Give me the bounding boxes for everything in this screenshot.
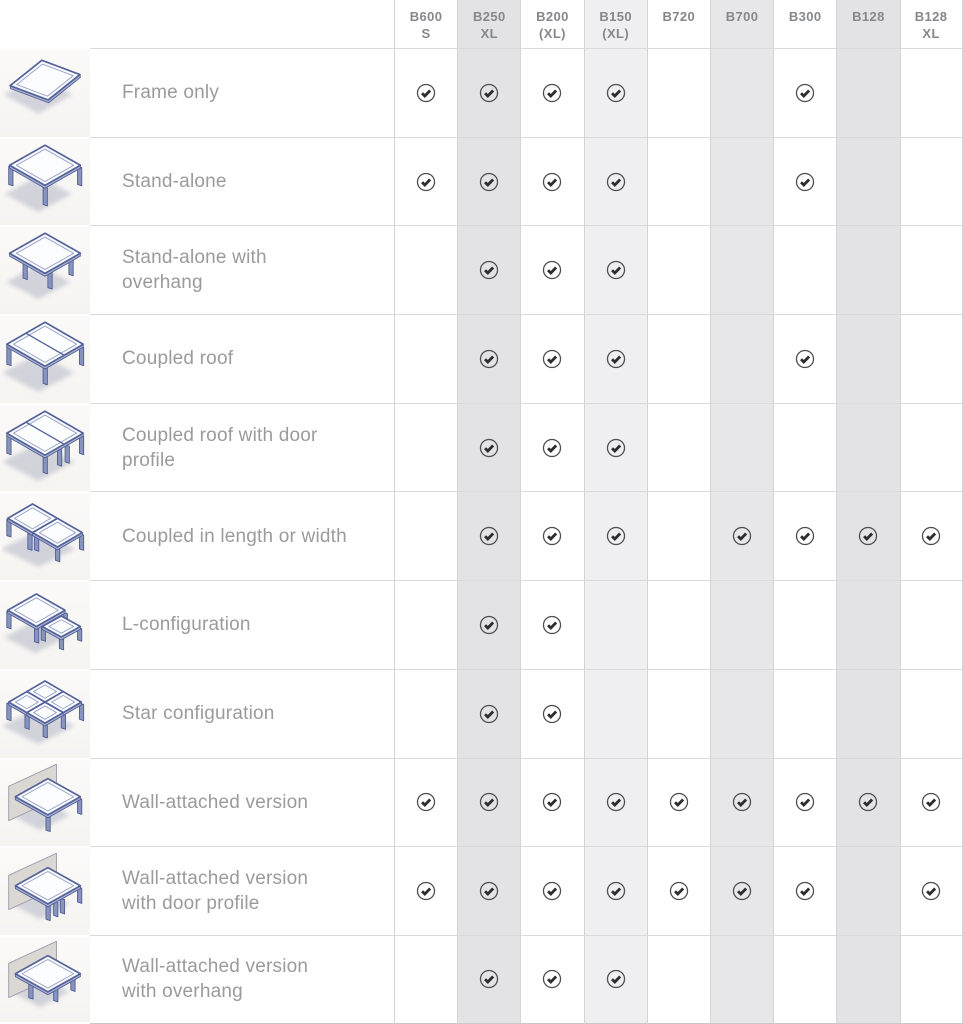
empty-cell-b128 <box>836 137 899 226</box>
wall-attached-icon <box>2 760 88 845</box>
column-header-line: B700 <box>725 9 759 24</box>
column-header-line: B200 <box>536 9 569 24</box>
check-icon <box>920 525 942 547</box>
row-label: Frame only <box>122 82 220 104</box>
check-cell-b250xl <box>457 935 520 1024</box>
check-cell-b200xl <box>520 846 583 935</box>
check-icon <box>478 968 500 990</box>
empty-cell-b128 <box>836 846 899 935</box>
coupled-roof-icon <box>2 317 88 402</box>
check-icon <box>415 880 437 902</box>
column-header-line: XL <box>480 26 498 41</box>
empty-cell-b128xl <box>900 137 963 226</box>
column-header-b128 <box>836 0 899 48</box>
column-header-line: B128 <box>852 9 885 24</box>
check-icon <box>605 791 627 813</box>
check-cell-b200xl <box>520 491 583 580</box>
check-cell-b300 <box>773 491 836 580</box>
row-label: Star configuration <box>122 703 275 725</box>
empty-cell-b600s <box>394 403 457 492</box>
coupled-door-profile-icon <box>2 406 88 491</box>
check-icon <box>541 259 563 281</box>
empty-cell-b150xl <box>584 669 647 758</box>
check-icon <box>478 259 500 281</box>
check-cell-b150xl <box>584 758 647 847</box>
check-icon <box>541 968 563 990</box>
check-cell-b150xl <box>584 403 647 492</box>
check-cell-b200xl <box>520 137 583 226</box>
check-cell-b200xl <box>520 403 583 492</box>
column-header-line: B720 <box>662 9 696 24</box>
check-icon <box>794 348 816 370</box>
frame-only-icon <box>2 51 88 136</box>
row-label: Stand-alone with overhang <box>122 247 267 294</box>
empty-cell-b600s <box>394 669 457 758</box>
check-cell-b200xl <box>520 225 583 314</box>
empty-cell-b720 <box>647 314 710 403</box>
row-label-cell <box>90 669 394 758</box>
check-icon <box>605 348 627 370</box>
check-icon <box>415 791 437 813</box>
empty-cell-b128xl <box>900 580 963 669</box>
empty-cell-b128 <box>836 48 899 137</box>
check-icon <box>541 171 563 193</box>
check-icon <box>541 437 563 459</box>
check-cell-b150xl <box>584 137 647 226</box>
check-cell-b150xl <box>584 846 647 935</box>
row-label-cell <box>90 935 394 1024</box>
star-configuration-icon <box>2 672 88 757</box>
check-cell-b200xl <box>520 314 583 403</box>
empty-cell-b600s <box>394 225 457 314</box>
check-cell-b700 <box>710 758 773 847</box>
empty-cell-b128xl <box>900 48 963 137</box>
check-cell-b250xl <box>457 225 520 314</box>
row-icon-cell <box>0 314 90 403</box>
empty-cell-b600s <box>394 491 457 580</box>
check-icon <box>605 82 627 104</box>
check-icon <box>478 614 500 636</box>
check-icon <box>541 791 563 813</box>
empty-cell-b128xl <box>900 403 963 492</box>
check-icon <box>605 259 627 281</box>
check-cell-b250xl <box>457 580 520 669</box>
stand-alone-icon <box>2 140 88 225</box>
wall-attached-door-icon <box>2 849 88 934</box>
l-configuration-icon <box>2 583 88 668</box>
row-label: L-configuration <box>122 614 251 636</box>
check-cell-b250xl <box>457 137 520 226</box>
empty-cell-b128 <box>836 580 899 669</box>
check-icon <box>605 171 627 193</box>
check-icon <box>478 880 500 902</box>
check-cell-b600s <box>394 137 457 226</box>
check-cell-b250xl <box>457 48 520 137</box>
check-icon <box>415 82 437 104</box>
check-icon <box>478 525 500 547</box>
row-icon-cell <box>0 491 90 580</box>
check-cell-b250xl <box>457 314 520 403</box>
check-cell-b200xl <box>520 935 583 1024</box>
row-label-cell <box>90 137 394 226</box>
column-header-line: XL <box>922 26 940 41</box>
check-icon <box>415 171 437 193</box>
empty-cell-b600s <box>394 935 457 1024</box>
check-cell-b600s <box>394 758 457 847</box>
empty-cell-b720 <box>647 137 710 226</box>
row-icon-cell <box>0 225 90 314</box>
check-cell-b250xl <box>457 758 520 847</box>
check-icon <box>478 791 500 813</box>
row-label: Wall-attached version with door profile <box>122 868 309 915</box>
check-cell-b128xl <box>900 846 963 935</box>
check-icon <box>605 968 627 990</box>
check-icon <box>794 525 816 547</box>
check-cell-b300 <box>773 758 836 847</box>
column-header-b250xl <box>457 0 520 48</box>
check-icon <box>794 880 816 902</box>
empty-cell-b720 <box>647 935 710 1024</box>
row-icon-cell <box>0 669 90 758</box>
empty-cell-b700 <box>710 48 773 137</box>
check-icon <box>857 525 879 547</box>
empty-cell-b128 <box>836 935 899 1024</box>
check-cell-b600s <box>394 846 457 935</box>
column-header-b300 <box>773 0 836 48</box>
column-header-b700 <box>710 0 773 48</box>
check-cell-b300 <box>773 846 836 935</box>
row-label: Wall-attached version <box>122 791 309 813</box>
empty-cell-b600s <box>394 580 457 669</box>
row-icon-cell <box>0 403 90 492</box>
check-cell-b250xl <box>457 403 520 492</box>
empty-cell-b720 <box>647 491 710 580</box>
check-cell-b300 <box>773 314 836 403</box>
check-cell-b200xl <box>520 48 583 137</box>
empty-cell-b300 <box>773 580 836 669</box>
empty-cell-b720 <box>647 580 710 669</box>
check-cell-b200xl <box>520 758 583 847</box>
wall-attached-overhang-icon <box>2 937 88 1022</box>
column-header-line: (XL) <box>602 26 630 41</box>
column-header-line: S <box>421 26 431 41</box>
row-icon-cell <box>0 935 90 1024</box>
column-header-line: B250 <box>472 9 506 24</box>
empty-cell-b720 <box>647 48 710 137</box>
empty-cell-b720 <box>647 225 710 314</box>
check-icon <box>541 82 563 104</box>
check-icon <box>478 437 500 459</box>
column-header-b600s <box>394 0 457 48</box>
column-header-line: B150 <box>599 9 632 24</box>
row-label-cell <box>90 491 394 580</box>
row-icon-cell <box>0 48 90 137</box>
empty-cell-b700 <box>710 669 773 758</box>
row-label-cell <box>90 48 394 137</box>
empty-cell-b600s <box>394 314 457 403</box>
check-cell-b200xl <box>520 669 583 758</box>
check-cell-b128xl <box>900 491 963 580</box>
empty-cell-b720 <box>647 669 710 758</box>
row-label-cell <box>90 758 394 847</box>
check-icon <box>731 880 753 902</box>
empty-cell-b150xl <box>584 580 647 669</box>
empty-cell-b128 <box>836 669 899 758</box>
column-header-line: B128 <box>914 9 948 24</box>
check-icon <box>541 880 563 902</box>
row-label-cell <box>90 314 394 403</box>
check-cell-b150xl <box>584 225 647 314</box>
check-icon <box>478 348 500 370</box>
table-corner-icon-col <box>0 0 90 48</box>
row-icon-cell <box>0 846 90 935</box>
check-icon <box>605 437 627 459</box>
check-cell-b150xl <box>584 935 647 1024</box>
row-label: Coupled in length or width <box>122 525 347 547</box>
empty-cell-b300 <box>773 669 836 758</box>
row-icon-cell <box>0 758 90 847</box>
check-icon <box>541 348 563 370</box>
check-icon <box>478 171 500 193</box>
check-cell-b150xl <box>584 314 647 403</box>
check-icon <box>731 525 753 547</box>
check-icon <box>478 703 500 725</box>
row-label-cell <box>90 846 394 935</box>
empty-cell-b700 <box>710 403 773 492</box>
empty-cell-b300 <box>773 225 836 314</box>
row-label-cell <box>90 225 394 314</box>
row-icon-cell <box>0 137 90 226</box>
check-cell-b700 <box>710 846 773 935</box>
column-header-b128xl <box>900 0 963 48</box>
row-icon-cell <box>0 580 90 669</box>
check-cell-b250xl <box>457 669 520 758</box>
empty-cell-b300 <box>773 935 836 1024</box>
check-cell-b200xl <box>520 580 583 669</box>
check-cell-b700 <box>710 491 773 580</box>
check-icon <box>668 791 690 813</box>
column-header-b150xl <box>584 0 647 48</box>
row-label: Stand-alone <box>122 171 227 193</box>
column-header-line: B300 <box>788 9 822 24</box>
empty-cell-b720 <box>647 403 710 492</box>
coupled-length-width-icon <box>2 494 88 579</box>
check-icon <box>794 82 816 104</box>
empty-cell-b700 <box>710 935 773 1024</box>
check-cell-b250xl <box>457 846 520 935</box>
check-icon <box>794 171 816 193</box>
stand-alone-overhang-icon <box>2 228 88 313</box>
empty-cell-b128xl <box>900 669 963 758</box>
empty-cell-b700 <box>710 137 773 226</box>
empty-cell-b700 <box>710 314 773 403</box>
column-header-line: B600 <box>409 9 443 24</box>
check-cell-b150xl <box>584 491 647 580</box>
check-icon <box>541 703 563 725</box>
check-cell-b150xl <box>584 48 647 137</box>
check-cell-b128 <box>836 758 899 847</box>
empty-cell-b700 <box>710 225 773 314</box>
check-icon <box>920 880 942 902</box>
check-icon <box>857 791 879 813</box>
row-label-cell <box>90 580 394 669</box>
check-icon <box>920 791 942 813</box>
column-header-b200xl <box>520 0 583 48</box>
column-header-b720 <box>647 0 710 48</box>
check-cell-b600s <box>394 48 457 137</box>
empty-cell-b128xl <box>900 935 963 1024</box>
check-cell-b128xl <box>900 758 963 847</box>
row-label: Wall-attached version with overhang <box>122 956 309 1003</box>
table-corner-label-col <box>90 0 394 48</box>
check-cell-b720 <box>647 846 710 935</box>
empty-cell-b128xl <box>900 314 963 403</box>
row-label-cell <box>90 403 394 492</box>
check-icon <box>605 525 627 547</box>
check-cell-b128 <box>836 491 899 580</box>
check-cell-b300 <box>773 48 836 137</box>
check-icon <box>541 525 563 547</box>
empty-cell-b128xl <box>900 225 963 314</box>
empty-cell-b128 <box>836 403 899 492</box>
check-icon <box>794 791 816 813</box>
check-icon <box>731 791 753 813</box>
row-label: Coupled roof <box>122 348 234 370</box>
check-icon <box>541 614 563 636</box>
row-label: Coupled roof with door profile <box>122 424 318 471</box>
check-cell-b250xl <box>457 491 520 580</box>
column-header-line: (XL) <box>539 26 566 41</box>
check-cell-b300 <box>773 137 836 226</box>
check-icon <box>605 880 627 902</box>
empty-cell-b700 <box>710 580 773 669</box>
check-icon <box>668 880 690 902</box>
check-cell-b720 <box>647 758 710 847</box>
empty-cell-b300 <box>773 403 836 492</box>
empty-cell-b128 <box>836 314 899 403</box>
empty-cell-b128 <box>836 225 899 314</box>
check-icon <box>478 82 500 104</box>
